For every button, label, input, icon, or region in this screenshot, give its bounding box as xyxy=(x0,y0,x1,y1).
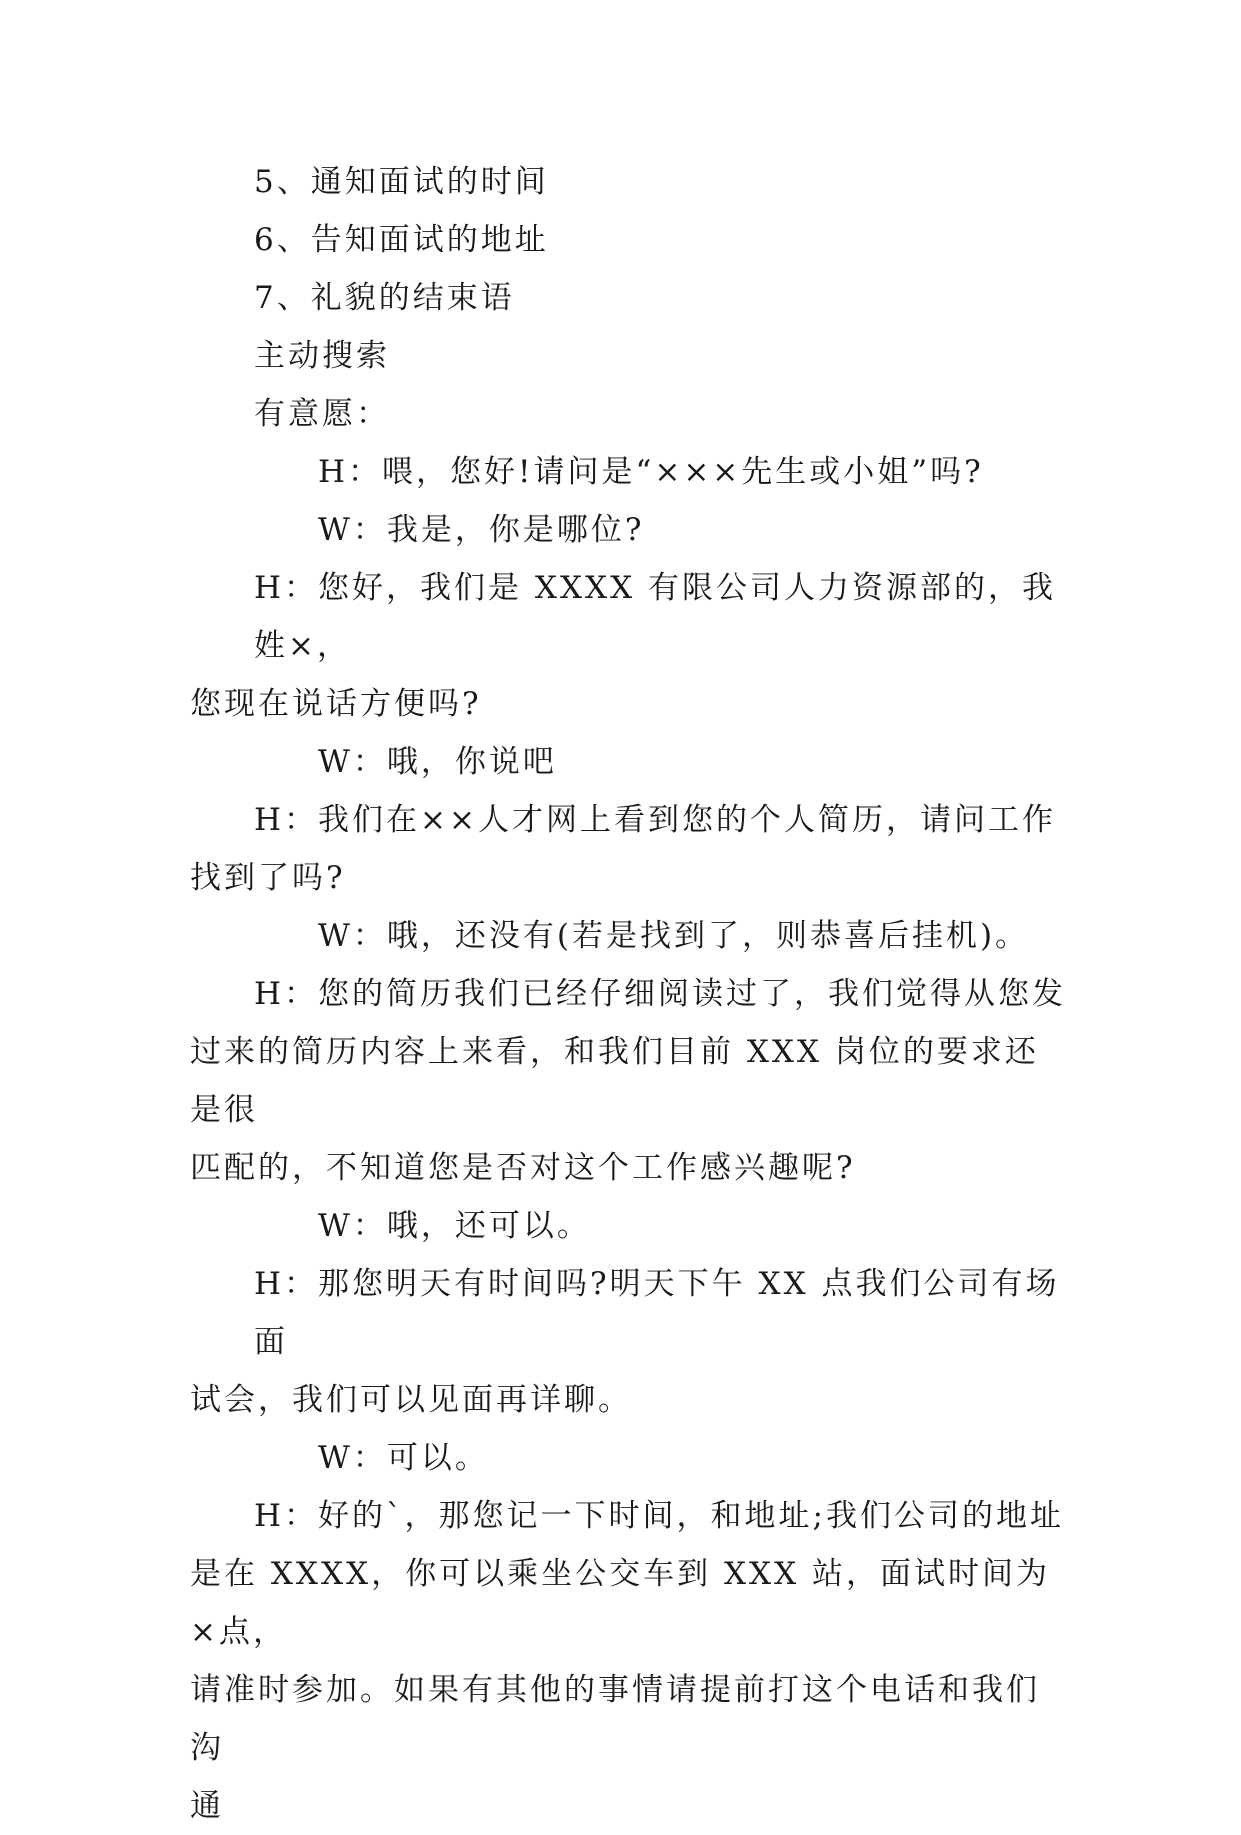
section-title: 主动搜索 xyxy=(254,338,390,374)
dialogue-text: W：我是，你是哪位? xyxy=(318,512,645,548)
document-body xyxy=(190,153,1070,1835)
dialogue-text: 找到了吗? xyxy=(190,860,346,896)
dialogue-line xyxy=(190,965,1070,1197)
dialogue-line xyxy=(190,1197,1070,1255)
dialogue-line xyxy=(190,1429,1070,1487)
dialogue-text: 匹配的，不知道您是否对这个工作感兴趣呢? xyxy=(190,1150,856,1186)
dialogue-text: W：哦，还可以。 xyxy=(318,1208,591,1244)
dialogue-text: H：那您明天有时间吗?明天下午 XX 点我们公司有场面 xyxy=(254,1266,1060,1360)
dialogue-text: H：我们在××人才网上看到您的个人简历，请问工作 xyxy=(254,802,1056,838)
dialogue-text: 您现在说话方便吗? xyxy=(190,686,482,722)
subsection-title: 有意愿： xyxy=(254,396,390,432)
list-item: 7、礼貌的结束语 xyxy=(254,280,515,316)
dialogue-text: H：喂，您好!请问是“×××先生或小姐”吗? xyxy=(318,454,984,490)
dialogue-line xyxy=(190,1487,1070,1835)
dialogue-line xyxy=(190,501,1070,559)
dialogue-text: 过来的简历内容上来看，和我们目前 XXX 岗位的要求还是很 xyxy=(190,1034,1039,1128)
dialogue-line xyxy=(190,907,1070,965)
list-item: 5、通知面试的时间 xyxy=(254,164,549,200)
dialogue-text: 是在 XXXX，你可以乘坐公交车到 XXX 站，面试时间为×点， xyxy=(190,1556,1051,1650)
dialogue-line xyxy=(190,559,1070,733)
dialogue-text: W：哦，还没有(若是找到了，则恭喜后挂机)。 xyxy=(318,918,1030,954)
dialogue-text: H：您的简历我们已经仔细阅读过了，我们觉得从您发 xyxy=(254,976,1067,1012)
dialogue-text: H：好的`，那您记一下时间，和地址;我们公司的地址 xyxy=(254,1498,1064,1534)
dialogue-text: H：您好，我们是 XXXX 有限公司人力资源部的，我姓×， xyxy=(254,570,1057,664)
dialogue-line xyxy=(190,791,1070,907)
dialogue-text: 请准时参加。如果有其他的事情请提前打这个电话和我们沟 xyxy=(190,1672,1040,1766)
dialogue-text: 通 xyxy=(190,1788,224,1824)
dialogue-text: W：可以。 xyxy=(318,1440,489,1476)
dialogue-text: W：哦，你说吧 xyxy=(318,744,557,780)
dialogue-text: 试会，我们可以见面再详聊。 xyxy=(190,1382,632,1418)
dialogue-line xyxy=(190,1255,1070,1429)
list-item: 6、告知面试的地址 xyxy=(254,222,549,258)
dialogue-line xyxy=(190,443,1070,501)
dialogue-line xyxy=(190,733,1070,791)
